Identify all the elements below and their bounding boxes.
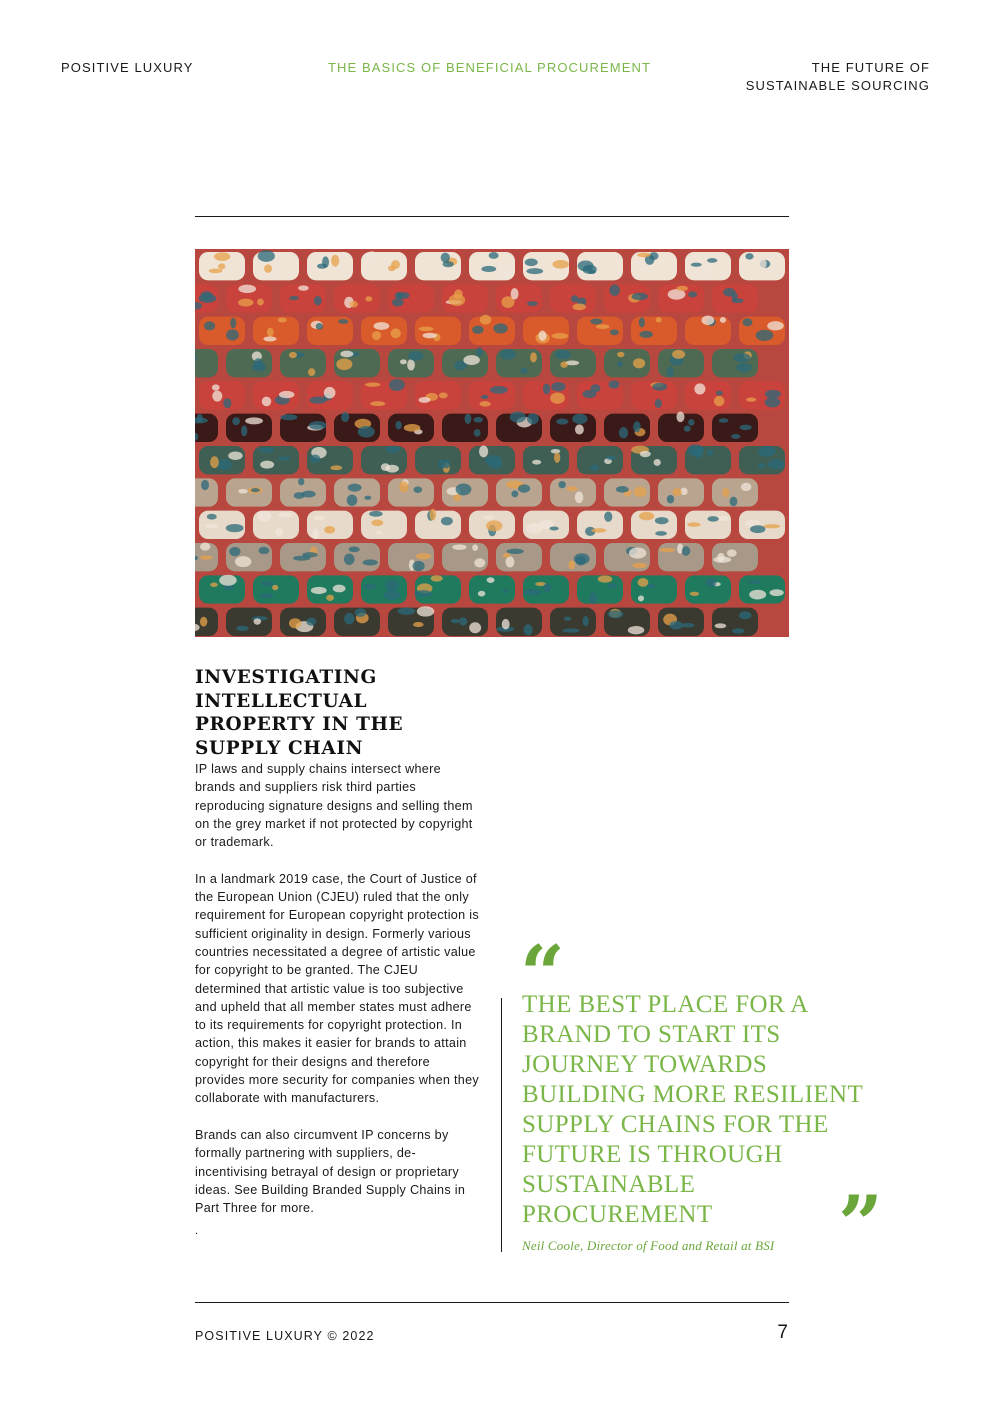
article-heading: INVESTIGATING INTELLECTUAL PROPERTY IN THE SUPPLY CHAIN [195,667,404,759]
quote-bar [501,998,502,1252]
quote-attribution: Neil Coole, Director of Food and Retail at BSI [522,1238,775,1253]
top-divider [195,216,789,217]
header-chapter-line2: SUSTAINABLE SOURCING [745,78,930,93]
bottom-divider [195,1302,789,1303]
header-section-title: THE BASICS OF BENEFICIAL PROCUREMENT [328,60,651,75]
pull-quote: THE BEST PLACE FOR A BRAND TO START ITS JOURNEY TOWARDS BUILDING MORE RESILIENT SUPPLY CHAINS FOR THE FUTURE IS THROUGH SUSTAINABLE PROCUREMENT [522,991,863,1228]
footer-copyright: POSITIVE LUXURY © 2022 [195,1329,375,1343]
trailing-mark: . [195,1224,199,1237]
woven-textile-photo [195,249,789,637]
header-brand: POSITIVE LUXURY [61,60,194,75]
article-body [195,760,480,1240]
article-paragraph-2: In a landmark 2019 case, the Court of Justice of the European Union (CJEU) ruled that the only requirement for European copyright protection is sufficient originality in design. Formerly various countries necessitated a degree of artistic value for copyright to be granted. The CJEU determined that artistic value is too subjective and upheld that all member states must adhere to its requirements for copyright protection. In action, this makes it easier for brands to attain copyright for their designs and therefore provides more security for companies when they collaborate with manufacturers. [195,871,479,1106]
article-paragraph-3: Brands can also circumvent IP concerns by formally partnering with suppliers, de-incentivising betrayal of design or proprietary ideas. See Building Branded Supply Chains in Part Three for more. [195,1127,466,1216]
header-chapter-line1: THE FUTURE OF [811,60,930,75]
article-paragraph-1: IP laws and supply chains intersect where brands and suppliers risk third parties reproducing signature designs and selling them on the grey market if not protected by copyright or trademark. [195,762,473,850]
header-chapter-title [746,59,930,95]
page-number: 7 [777,1322,788,1343]
close-quote-icon: ” [838,1179,883,1270]
open-quote-icon: “ [520,929,565,1020]
